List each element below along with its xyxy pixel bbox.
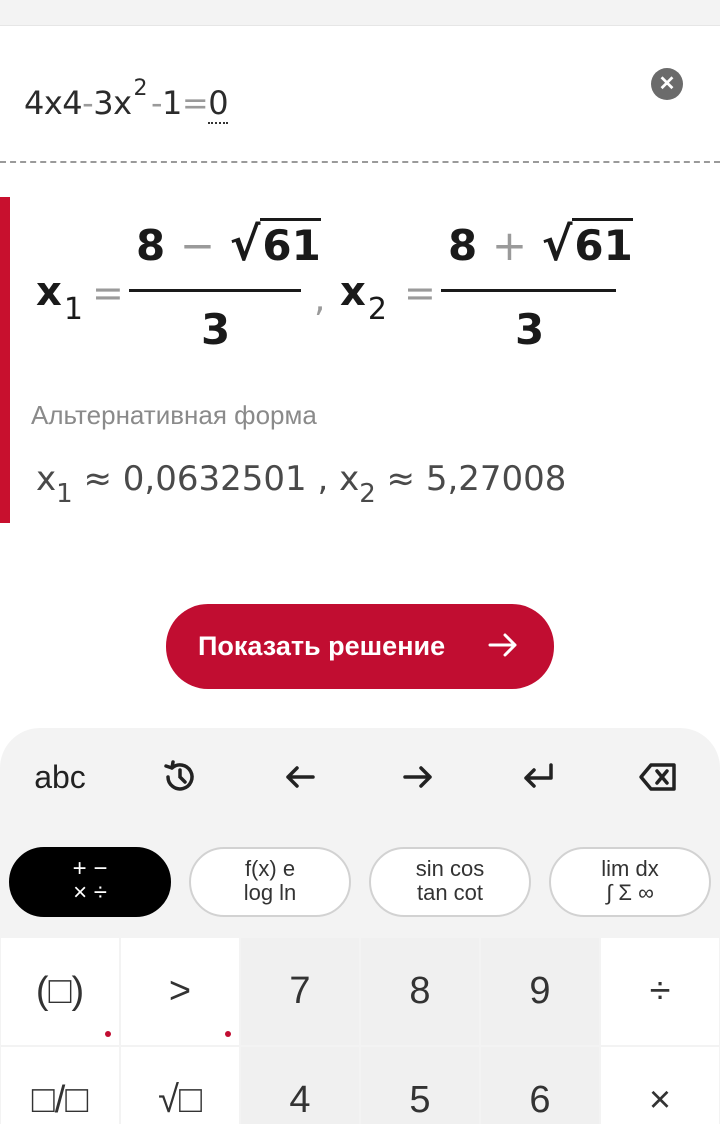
key-multiply[interactable]: × [601, 1047, 719, 1124]
expr-op: - [82, 84, 94, 122]
expr-op: - [151, 84, 163, 122]
sqrt-icon: √ [229, 217, 261, 271]
expression-input[interactable] [24, 76, 229, 122]
cursor-right-button[interactable] [378, 752, 458, 802]
key-parentheses[interactable]: (□) [1, 938, 119, 1045]
expr-part: 4x4 [24, 84, 83, 122]
key-greater-than[interactable]: > [121, 938, 239, 1045]
expression-input-area[interactable] [0, 26, 720, 163]
x2-fraction-bar [441, 289, 616, 292]
input-divider [0, 161, 720, 163]
math-keyboard [0, 728, 720, 1124]
expr-exponent: 2 [133, 76, 147, 101]
arrow-right-icon [486, 628, 520, 662]
x1-numerator: 8 − √61 [136, 217, 321, 271]
show-solution-label: Показать решение [198, 631, 446, 661]
arrow-left-icon [280, 757, 320, 797]
close-icon: ✕ [658, 73, 676, 95]
key-divide[interactable]: ÷ [601, 938, 719, 1045]
pill-line: f(x) e [244, 856, 296, 881]
tab-basic-operators[interactable] [9, 847, 171, 917]
alternative-form-title: Альтернативная форма [31, 400, 317, 430]
key-9[interactable]: 9 [481, 938, 599, 1045]
key-7[interactable]: 7 [241, 938, 359, 1045]
pill-line: log ln [243, 880, 297, 905]
x1-fraction-bar [129, 289, 301, 292]
alternative-form-values: $x_1 \approx 0,0632501$ , $x_2 \approx 5,27008$ [36, 459, 567, 509]
tab-trigonometry[interactable] [369, 847, 531, 917]
enter-button[interactable] [498, 752, 578, 802]
x2-denominator: 3 [515, 305, 545, 354]
key-sqrt[interactable]: √□ [121, 1047, 239, 1124]
history-icon [160, 757, 200, 797]
tab-calculus[interactable] [549, 847, 711, 917]
x1-equals: = [92, 271, 124, 315]
expr-part: 1 [162, 84, 182, 122]
x1-label: $x_1$ [36, 269, 83, 327]
pill-line: sin cos [415, 856, 485, 881]
expr-part: 3x [93, 84, 132, 122]
key-6[interactable]: 6 [481, 1047, 599, 1124]
expr-rhs: 0 [208, 84, 229, 122]
pill-line: × ÷ [73, 879, 107, 906]
backspace-icon [638, 757, 678, 797]
pill-line: lim dx [601, 856, 659, 881]
cursor-left-button[interactable] [260, 752, 340, 802]
expr-equals: = [181, 84, 209, 122]
key-4[interactable]: 4 [241, 1047, 359, 1124]
pill-line: tan cot [416, 880, 484, 905]
abc-key[interactable]: abc [34, 759, 86, 795]
show-solution-button[interactable] [166, 604, 554, 689]
result-panel [0, 197, 720, 527]
top-bar [0, 0, 720, 26]
x2-label: $x_2$ [340, 269, 387, 327]
sqrt-icon: √ [541, 217, 573, 271]
x2-numerator: 8 + √61 [448, 217, 633, 271]
arrow-right-icon [398, 757, 438, 797]
history-button[interactable] [140, 752, 220, 802]
key-8[interactable]: 8 [361, 938, 479, 1045]
result-comma: , [314, 279, 326, 320]
x1-denominator: 3 [201, 305, 231, 354]
pill-line: ∫ Σ ∞ [606, 880, 654, 905]
pill-line: + − [72, 855, 108, 882]
key-fraction[interactable]: □/□ [1, 1047, 119, 1124]
backspace-button[interactable] [618, 752, 698, 802]
enter-icon [518, 757, 558, 797]
tab-functions[interactable] [189, 847, 351, 917]
keyboard-toolbar [0, 728, 720, 828]
clear-input-button[interactable] [651, 68, 683, 100]
key-5[interactable]: 5 [361, 1047, 479, 1124]
x2-equals: = [404, 271, 436, 315]
